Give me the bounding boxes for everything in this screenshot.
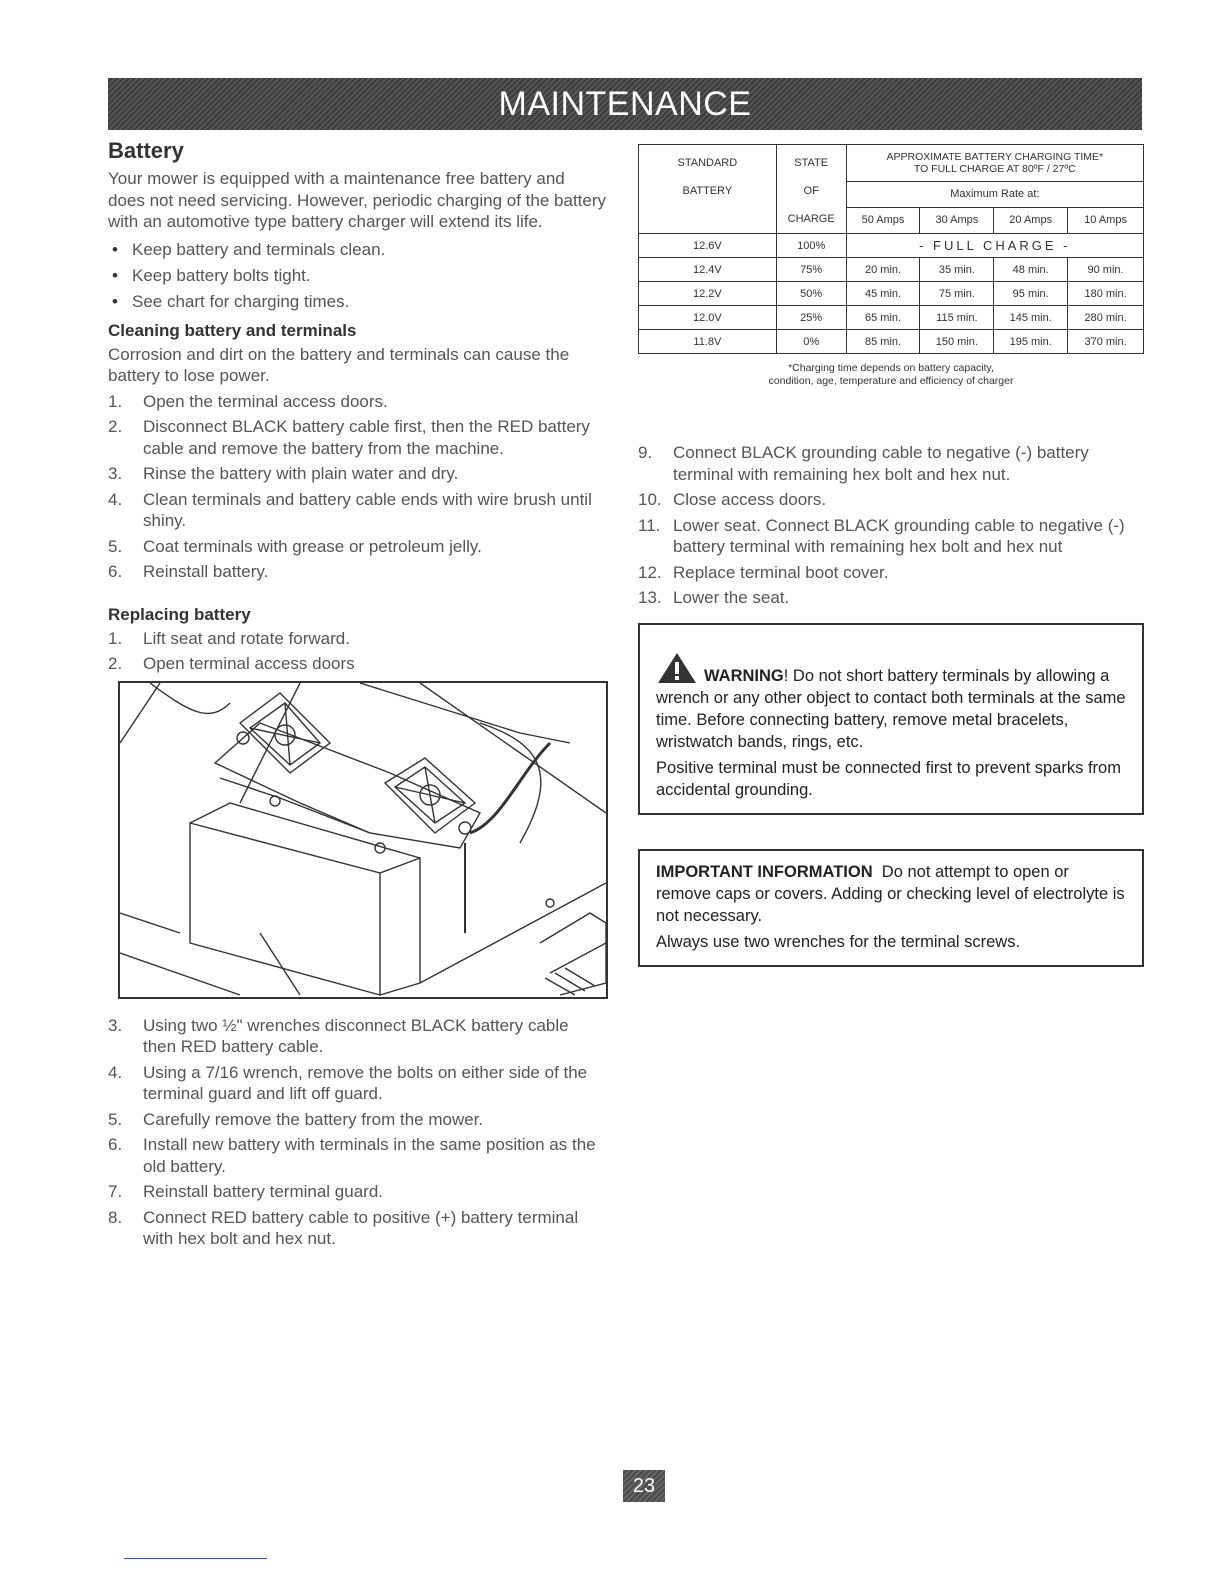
- replacing-steps-b: [108, 1015, 606, 1250]
- full-charge-cell: - FULL CHARGE -: [846, 234, 1143, 258]
- battery-illustration: [118, 681, 608, 999]
- warning-text: ! Do not short battery terminals by allowing a wrench or any other object to contact both terminals at the same time. Before connecting battery, remove metal bracelets, wristwatch bands, rings, etc.: [656, 666, 1126, 751]
- bullet-item: • See chart for charging times.: [108, 289, 606, 315]
- header-standard-battery: STANDARD BATTERY: [639, 145, 777, 234]
- warning-text-2: Positive terminal must be connected first to prevent sparks from accidental grounding.: [656, 758, 1121, 799]
- battery-diagram-icon: [120, 683, 606, 997]
- replacing-heading: Replacing battery: [108, 604, 251, 624]
- step-item: 2. Disconnect BLACK battery cable first, then the RED battery cable and remove the battery from the machine.: [108, 417, 590, 458]
- warning-box: [638, 623, 1144, 815]
- charging-time-table: [638, 144, 1144, 354]
- battery-heading: Battery: [108, 138, 184, 163]
- step-item: 1. Lift seat and rotate forward.: [108, 628, 350, 648]
- right-column: [638, 144, 1144, 967]
- rate-header: 30 Amps: [920, 207, 994, 233]
- step-item: 6. Install new battery with terminals in the same position as the old battery.: [108, 1135, 596, 1176]
- step-item: 1. Open the terminal access doors.: [108, 391, 388, 411]
- step-item: 3. Using two ½" wrenches disconnect BLACK battery cable then RED battery cable.: [108, 1015, 569, 1056]
- table-row: 11.8V 0% 85 min. 150 min. 195 min. 370 min.: [639, 330, 1144, 354]
- table-row: 12.2V 50% 45 min. 75 min. 95 min. 180 min.: [639, 282, 1144, 306]
- step-item: 5. Coat terminals with grease or petroleum jelly.: [108, 536, 482, 556]
- step-item: 7. Reinstall battery terminal guard.: [108, 1182, 384, 1201]
- footer-rule: [124, 1558, 267, 1559]
- table-row: 12.4V 75% 20 min. 35 min. 48 min. 90 min.: [639, 258, 1144, 282]
- important-label: IMPORTANT INFORMATION: [656, 862, 873, 881]
- warning-triangle-icon: [656, 651, 698, 685]
- replacing-steps-c: [638, 442, 1144, 609]
- table-row: 12.0V 25% 65 min. 115 min. 145 min. 280 min.: [639, 306, 1144, 330]
- header-approx-time: APPROXIMATE BATTERY CHARGING TIME* TO FULL CHARGE AT 80ºF / 27ºC: [846, 145, 1143, 182]
- battery-intro: Your mower is equipped with a maintenance free battery and does not need servicing. However, periodic charging of the battery with an automotive type battery charger will extend its life.: [108, 169, 607, 231]
- page-number: 23: [623, 1470, 665, 1502]
- header-max-rate: Maximum Rate at:: [846, 181, 1143, 207]
- section-banner: [108, 78, 1142, 130]
- step-item: 12. Replace terminal boot cover.: [638, 562, 889, 582]
- step-item: 10. Close access doors.: [638, 490, 827, 509]
- header-state-of-charge: STATE OF CHARGE: [776, 145, 846, 234]
- important-text-2: Always use two wrenches for the terminal screws.: [656, 932, 1021, 951]
- section-title: MAINTENANCE: [498, 84, 752, 123]
- bullet-icon: •: [112, 265, 118, 285]
- step-item: 8. Connect RED battery cable to positive (+) battery terminal with hex bolt and hex nut.: [108, 1207, 579, 1248]
- important-text: Do not attempt to open or remove caps or covers. Adding or checking level of electrolyte is not necessary.: [656, 862, 1125, 925]
- warning-label: WARNING: [704, 666, 784, 685]
- step-item: 2. Open terminal access doors: [108, 654, 355, 673]
- cleaning-steps: [108, 391, 606, 583]
- cleaning-heading: Cleaning battery and terminals: [108, 320, 357, 340]
- rate-header: 10 Amps: [1068, 207, 1144, 233]
- replacing-steps-a: [108, 628, 606, 675]
- cleaning-intro: Corrosion and dirt on the battery and terminals can cause the battery to lose power.: [108, 344, 570, 385]
- bullet-item: • Keep battery and terminals clean.: [108, 237, 606, 263]
- step-item: 4. Using a 7/16 wrench, remove the bolts on either side of the terminal guard and lift off guard.: [108, 1062, 588, 1103]
- chart-footnote: *Charging time depends on battery capacity, condition, age, temperature and efficiency of charger: [768, 362, 1014, 387]
- rate-header: 20 Amps: [994, 207, 1068, 233]
- table-row: 12.6V 100% - FULL CHARGE -: [639, 234, 1144, 258]
- left-column: [108, 138, 606, 1254]
- step-item: 3. Rinse the battery with plain water and dry.: [108, 464, 459, 483]
- battery-bullets: [108, 237, 606, 315]
- rate-header: 50 Amps: [846, 207, 920, 233]
- step-item: 11. Lower seat. Connect BLACK grounding cable to negative (-) battery terminal with remaining hex bolt and hex nut: [638, 515, 1125, 556]
- step-item: 6. Reinstall battery.: [108, 562, 269, 581]
- step-item: 5. Carefully remove the battery from the mower.: [108, 1109, 484, 1129]
- bullet-icon: •: [112, 239, 118, 259]
- bullet-item: • Keep battery bolts tight.: [108, 263, 606, 289]
- bullet-icon: •: [112, 291, 118, 311]
- step-item: 13. Lower the seat.: [638, 588, 790, 607]
- important-info-box: [638, 849, 1144, 967]
- step-item: 4. Clean terminals and battery cable ends with wire brush until shiny.: [108, 489, 592, 530]
- step-item: 9. Connect BLACK grounding cable to negative (-) battery terminal with remaining hex bolt and hex nut.: [638, 443, 1089, 484]
